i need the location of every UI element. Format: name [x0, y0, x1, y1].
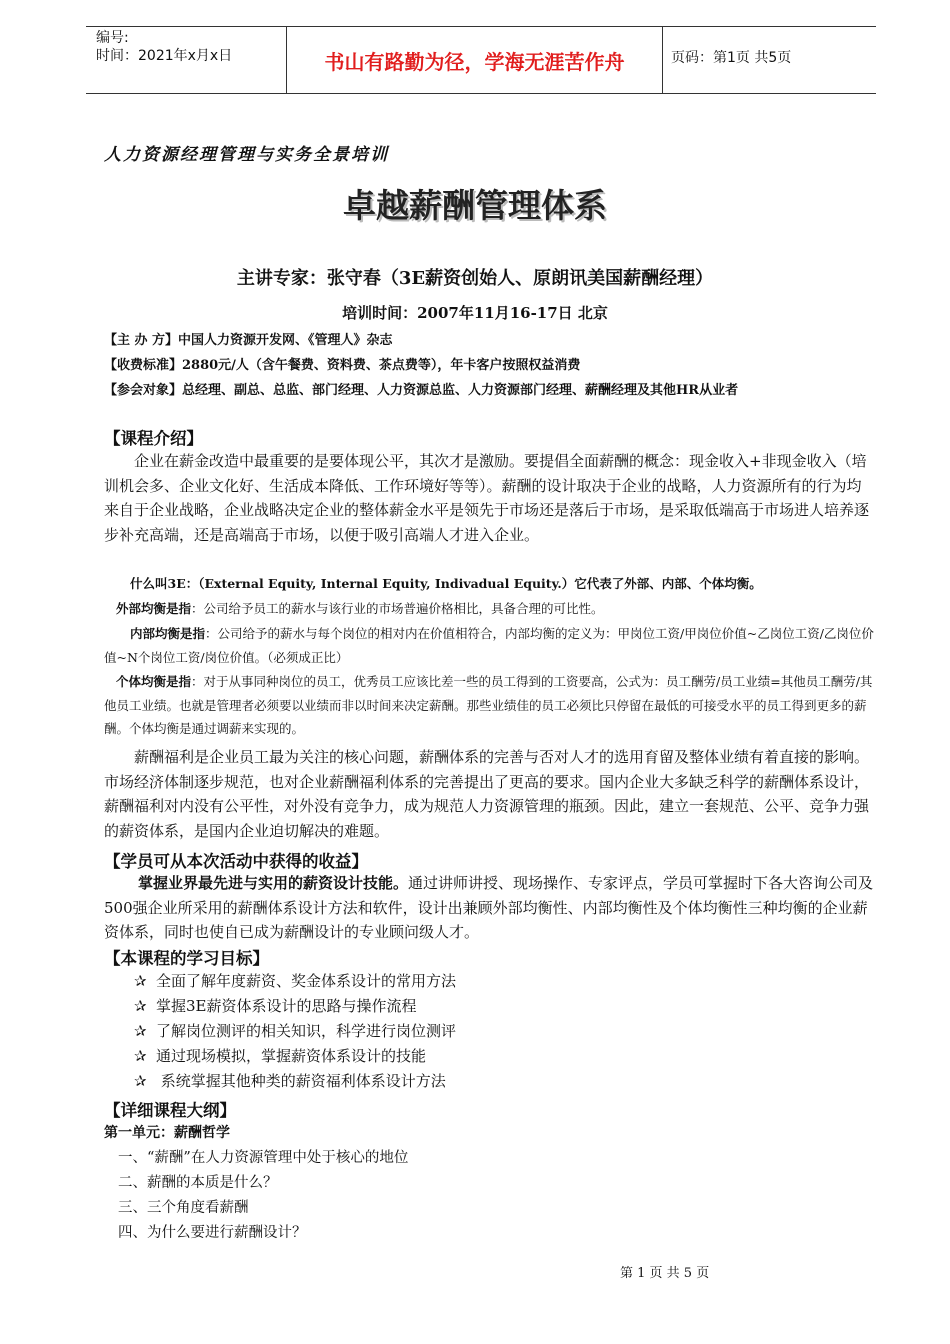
compensation-paragraph: 薪酬福利是企业员工最为关注的核心问题，薪酬体系的完善与否对人才的选用育留及整体业绩有着直接的影响。市场经济体制逐步规范，也对企业薪酬福利体系的完善提出了更高的要求。国内企业大多缺乏科学的薪酬体系设计，薪酬福利对内没有公平性，对外没有竞争力，成为规范人力资源管理的瓶颈。因此，建立一套规范、公平、竞争力强的薪资体系，是国内企业迫切解决的难题。	[104, 748, 870, 840]
header-meta	[86, 27, 296, 93]
page-footer: 第 1 页 共 5 页	[620, 1266, 710, 1281]
fee-line: 【收费标准】2880元/人（含午餐费、资料费、茶点费等），年卡客户按照权益消费	[104, 358, 581, 373]
document-title: 卓越薪酬管理体系	[343, 186, 607, 225]
star-icon: ✰	[134, 997, 147, 1015]
document-date: 时间：2021年x月x日	[96, 48, 233, 64]
course-series: 人力资源经理管理与实务全景培训	[104, 145, 389, 165]
goal-item: ✰ 全面了解年度薪资、奖金体系设计的常用方法	[134, 972, 457, 990]
audience-line: 【参会对象】总经理、副总、总监、部门经理、人力资源总监、人力资源部门经理、薪酬经理及其他HR从业者	[104, 383, 739, 398]
individual-equity	[104, 670, 876, 741]
intro-heading: 【课程介绍】	[104, 429, 203, 448]
outline-heading: 【详细课程大纲】	[104, 1101, 236, 1120]
star-icon: ✰	[134, 1047, 147, 1065]
goal-item: ✰ 了解岗位测评的相关知识，科学进行岗位测评	[134, 1022, 457, 1040]
outline-item: 四、为什么要进行薪酬设计？	[118, 1225, 307, 1241]
benefits-heading: 【学员可从本次活动中获得的收益】	[104, 852, 368, 871]
star-icon: ✰	[134, 972, 147, 990]
star-icon: ✰	[134, 1022, 147, 1040]
external-equity	[104, 597, 876, 621]
benefits-paragraph	[104, 871, 876, 945]
page-header	[86, 26, 876, 94]
internal-equity-text: ：公司给予的薪水与每个岗位的相对内在价值相符合，内部均衡的定义为：甲岗位工资/甲岗位价值~乙岗位工资/乙岗位价值~N个岗位工资/岗位价值。（必须成正比）	[104, 626, 874, 665]
organizer-line: 【主 办 方】中国人力资源开发网、《管理人》杂志	[104, 333, 393, 348]
outline-unit-1: 第一单元：薪酬哲学	[104, 1125, 230, 1141]
individual-equity-label: 个体均衡是指	[116, 674, 192, 689]
star-icon: ✰	[134, 1072, 147, 1090]
outline-item: 二、薪酬的本质是什么？	[118, 1175, 278, 1191]
outline-item: 三、三个角度看薪酬	[118, 1200, 249, 1216]
goal-item: ✰ 系统掌握其他种类的薪资福利体系设计方法	[134, 1072, 446, 1090]
individual-equity-text: ：对于从事同种岗位的员工，优秀员工应该比差一些的员工得到的工资要高，公式为：员工酬劳/员工业绩=其他员工酬劳/其他员工业绩。也就是管理者必须要以业绩而非以时间来决定薪酬。那些业绩佳的员工必须比只停留在最低的可接受水平的员工得到更多的薪酬。个体均衡是通过调薪来实现的。	[104, 674, 873, 736]
external-equity-text: ：公司给予员工的薪水与该行业的市场普遍价格相比，具备合理的可比性。	[191, 601, 604, 616]
header-motto: 书山有路勤为径，学海无涯苦作舟	[286, 27, 663, 93]
benefits-lead: 掌握业界最先进与实用的薪资设计技能。	[138, 874, 409, 892]
internal-equity	[104, 622, 876, 669]
external-equity-label: 外部均衡是指	[116, 601, 192, 616]
goal-item: ✰ 掌握3E薪资体系设计的思路与操作流程	[134, 997, 417, 1015]
goal-item: ✰ 通过现场模拟，掌握薪资体系设计的技能	[134, 1047, 427, 1065]
3e-definition: 什么叫3E：（External Equity, Internal Equity, Indivadual Equity.）它代表了外部、内部、个体均衡。	[130, 576, 762, 591]
benefits-text: 通过讲师讲授、现场操作、专家评点，学员可掌握时下各大咨询公司及500强企业所采用的薪酬体系设计方法和软件，设计出兼顾外部均衡性、内部均衡性及个体均衡性三种均衡的企业薪资体系，同时也使自已成为薪酬设计的专业顾问级人才。	[104, 874, 874, 941]
intro-paragraph: 企业在薪金改造中最重要的是要体现公平，其次才是激励。要提倡全面薪酬的概念：现金收入+非现金收入（培训机会多、企业文化好、生活成本降低、工作环境好等等）。薪酬的设计取决于企业的战略，人力资源所有的行为均来自于企业战略，企业战略决定企业的整体薪金水平是领先于市场还是落后于市场，是采取低端高于市场进人培养逐步补充高端，还是高端高于市场，以便于吸引高端人才进入企业。	[104, 452, 870, 544]
document-number: 编号:	[96, 30, 129, 46]
header-page-number: 页码：第1页 共5页	[671, 50, 792, 66]
expert-line: 主讲专家：张守春（3E薪资创始人、原朗讯美国薪酬经理）	[236, 268, 714, 289]
internal-equity-label: 内部均衡是指	[130, 626, 206, 641]
goals-heading: 【本课程的学习目标】	[104, 949, 269, 968]
training-time: 培训时间：2007年11月16-17日 北京	[342, 304, 608, 322]
outline-item: 一、“薪酬”在人力资源管理中处于核心的地位	[118, 1150, 409, 1166]
